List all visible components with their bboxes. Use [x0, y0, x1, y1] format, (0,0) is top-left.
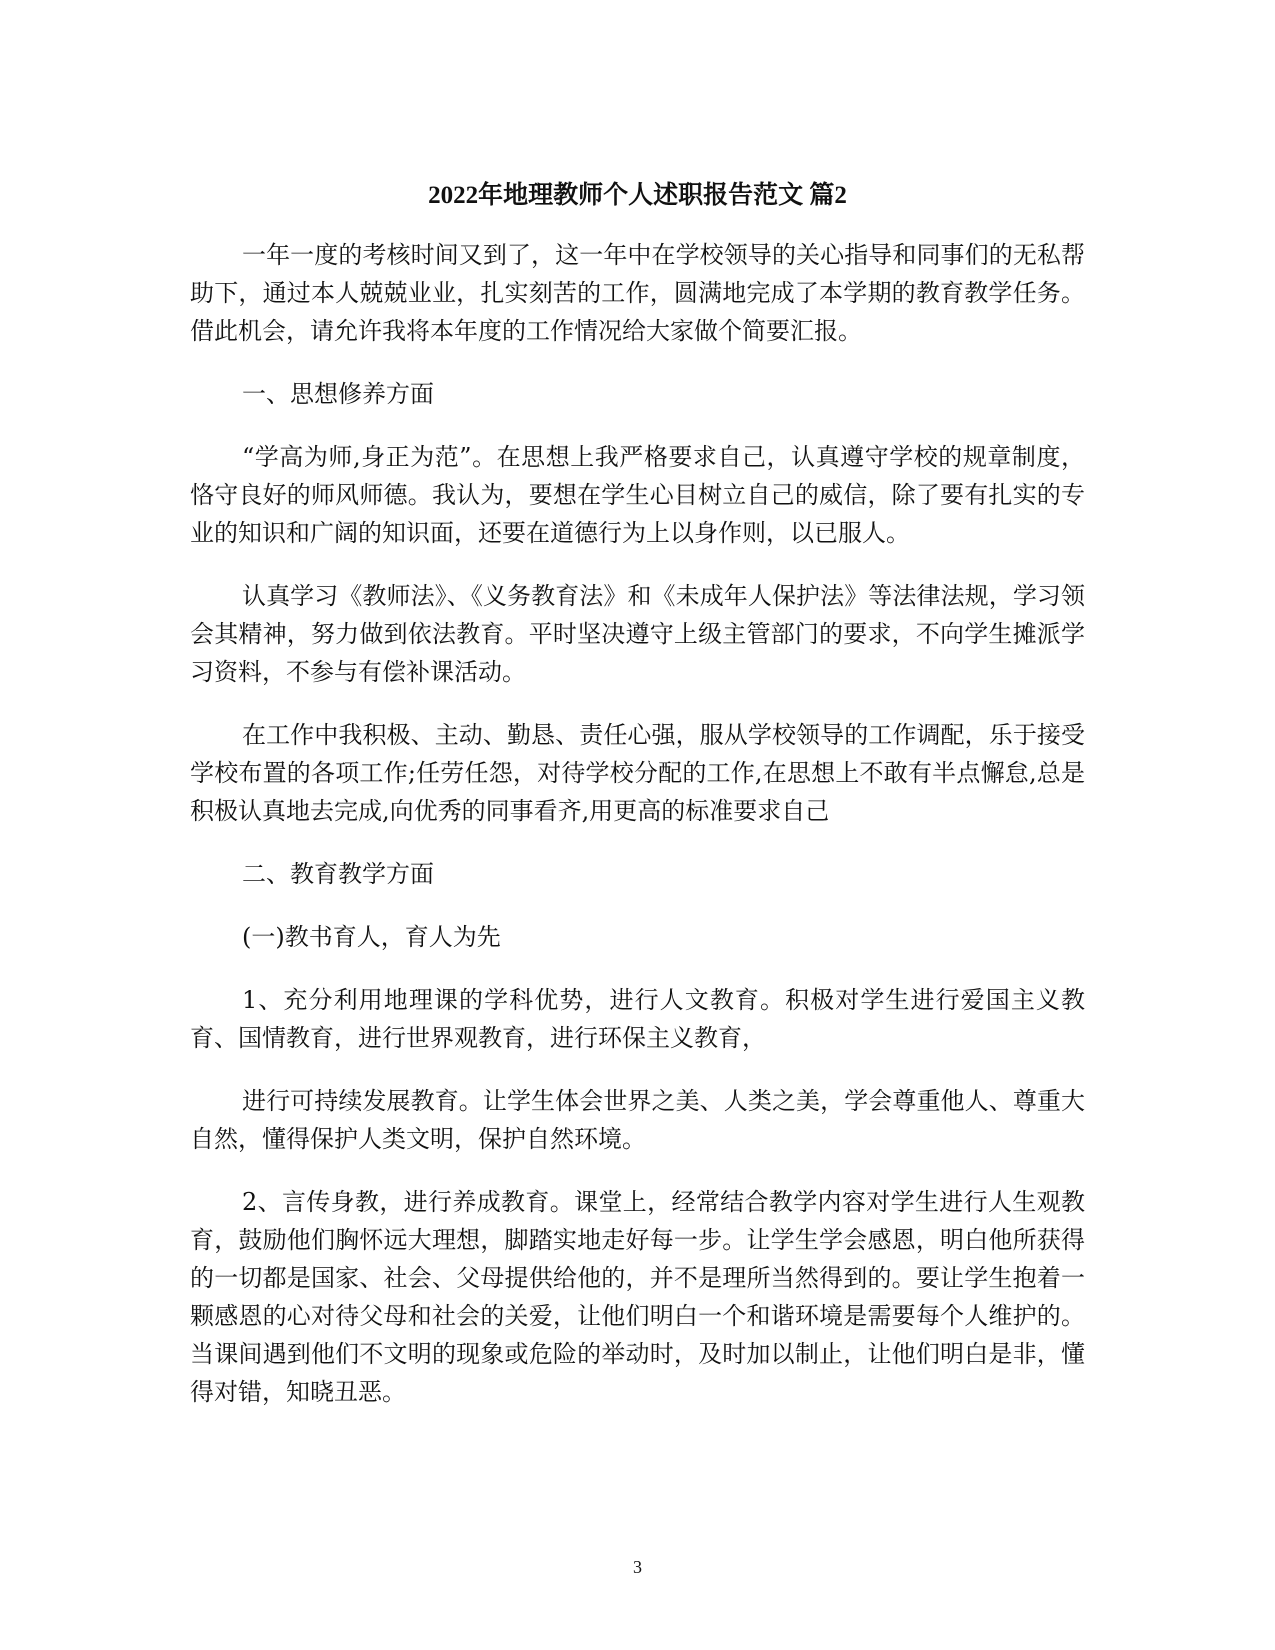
page-number: 3 — [633, 1557, 642, 1577]
paragraph-teaching-1-cont: 进行可持续发展教育。让学生体会世界之美、人类之美，学会尊重他人、尊重大自然，懂得保护人类文明，保护自然环境。 — [190, 1087, 1085, 1153]
paragraph-intro: 一年一度的考核时间又到了，这一年中在学校领导的关心指导和同事们的无私帮助下，通过本人兢兢业业，扎实刻苦的工作，圆满地完成了本学期的教育教学任务。借此机会，请允许我将本年度的工作情况给大家做个简要汇报。 — [190, 241, 1085, 345]
paragraph-teaching-2: 2、言传身教，进行养成教育。课堂上，经常结合教学内容对学生进行人生观教育，鼓励他们胸怀远大理想，脚踏实地走好每一步。让学生学会感恩，明白他所获得的一切都是国家、社会、父母提供给他的，并不是理所当然得到的。要让学生抱着一颗感恩的心对待父母和社会的关爱，让他们明白一个和谐环境是需要每个人维护的。当课间遇到他们不文明的现象或危险的举动时，及时加以制止，让他们明白是非，懂得对错，知晓丑恶。 — [190, 1188, 1085, 1406]
section-heading-ideology: 一、思想修养方面 — [242, 380, 434, 408]
paragraph-ideology-1: “学高为师,身正为范”。在思想上我严格要求自己，认真遵守学校的规章制度，恪守良好的师风师德。我认为，要想在学生心目树立自己的威信，除了要有扎实的专业的知识和广阔的知识面，还要在道德行为上以身作则，以已服人。 — [190, 443, 1085, 547]
section-heading-teaching: 二、教育教学方面 — [242, 860, 434, 888]
document-title: 2022年地理教师个人述职报告范文 篇2 — [428, 182, 847, 209]
document-body — [190, 178, 1085, 1436]
paragraph-ideology-3: 在工作中我积极、主动、勤恳、责任心强，服从学校领导的工作调配，乐于接受学校布置的各项工作;任劳任怨，对待学校分配的工作,在思想上不敢有半点懈怠,总是积极认真地去完成,向优秀的同事看齐,用更高的标准要求自己 — [190, 721, 1085, 825]
paragraph-teaching-1: 1、充分利用地理课的学科优势，进行人文教育。积极对学生进行爱国主义教育、国情教育，进行世界观教育，进行环保主义教育， — [190, 986, 1085, 1052]
subsection-heading: (一)教书育人，育人为先 — [242, 923, 501, 951]
paragraph-ideology-2: 认真学习《教师法》、《义务教育法》和《未成年人保护法》等法律法规，学习领会其精神，努力做到依法教育。平时坚决遵守上级主管部门的要求，不向学生摊派学习资料，不参与有偿补课活动。 — [190, 582, 1085, 686]
